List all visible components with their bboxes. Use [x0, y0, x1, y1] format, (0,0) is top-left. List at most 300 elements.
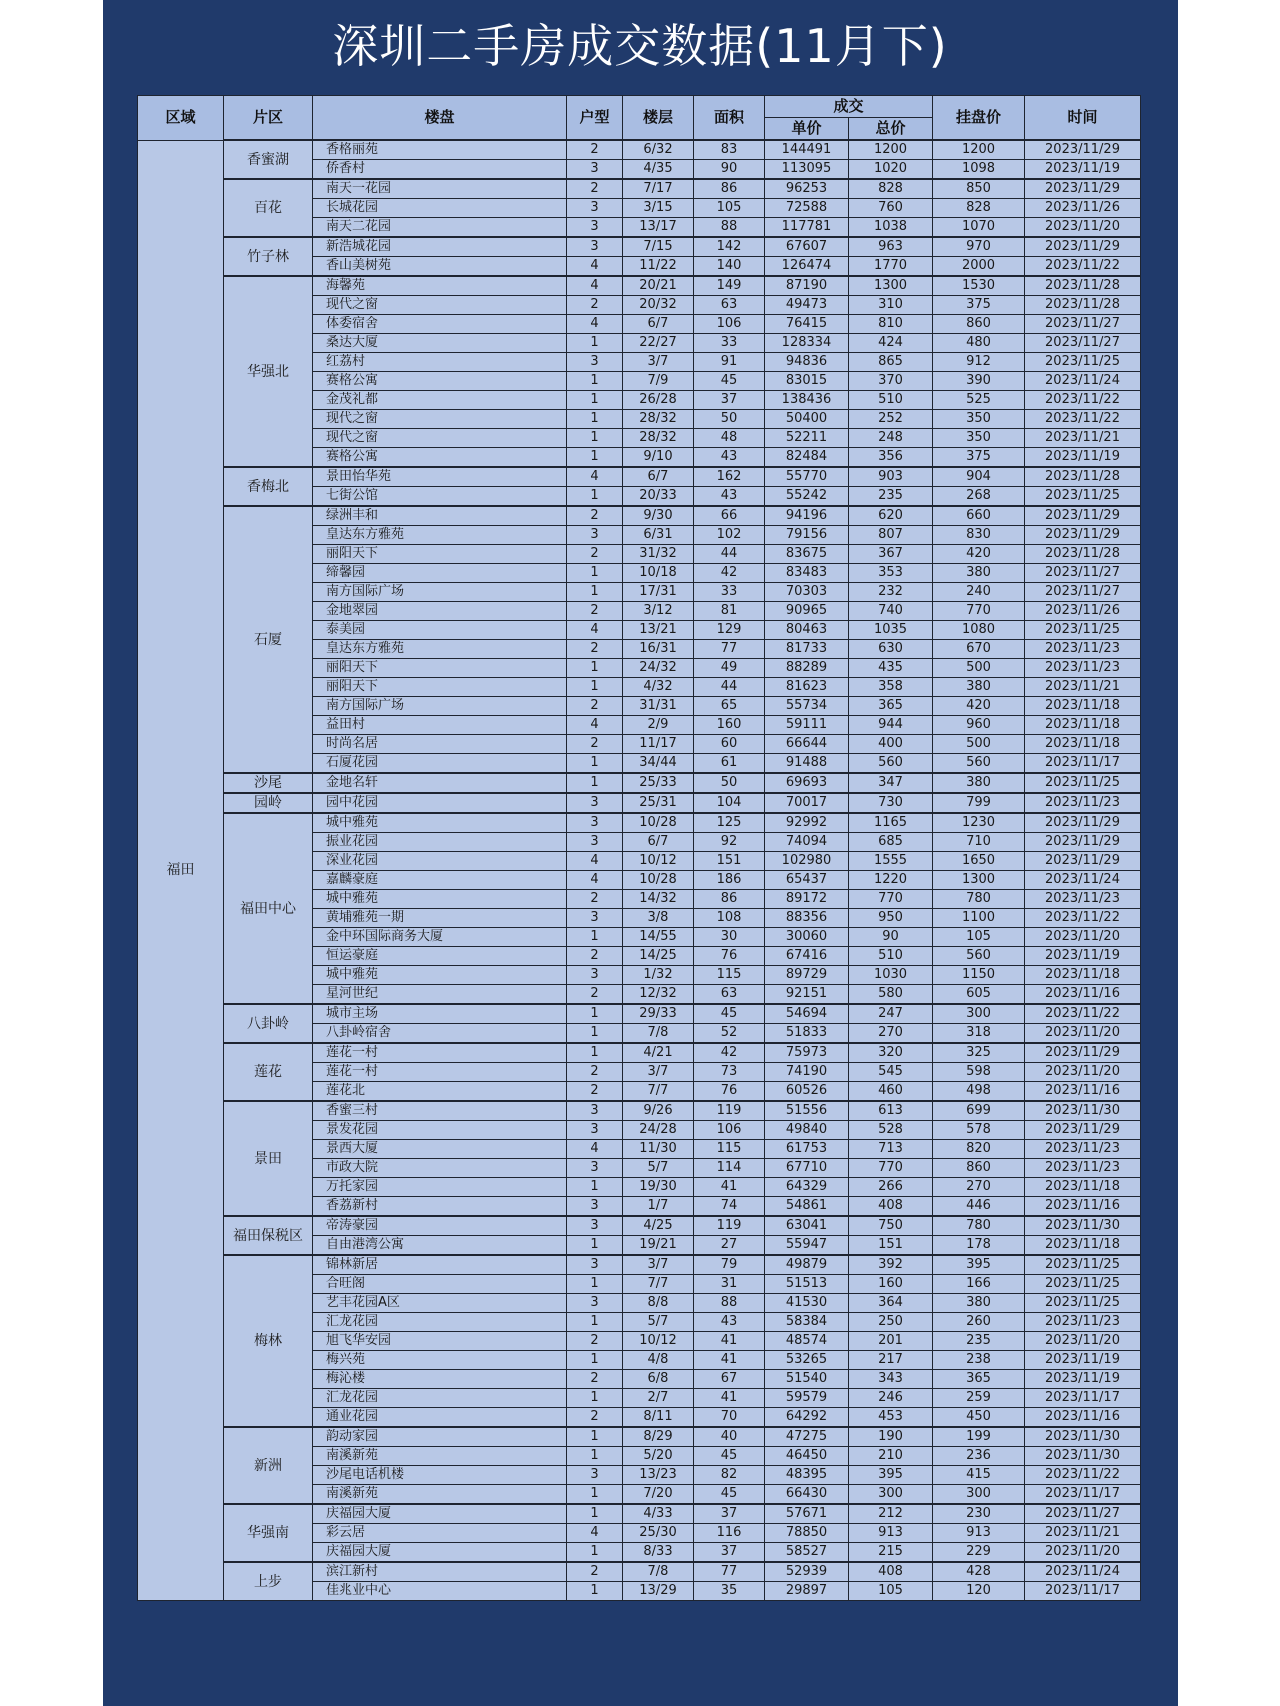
time-cell: 2023/11/30 [1025, 1216, 1141, 1236]
unit-price-cell: 144491 [765, 140, 849, 160]
list-price-cell: 380 [933, 678, 1025, 697]
layout-cell: 4 [567, 852, 623, 871]
unit-price-cell: 54694 [765, 1004, 849, 1024]
time-cell: 2023/11/28 [1025, 296, 1141, 315]
header-deal: 成交 [765, 96, 933, 118]
total-price-cell: 950 [849, 909, 933, 928]
estate-cell: 赛格公寓 [313, 372, 567, 391]
layout-cell: 4 [567, 1140, 623, 1159]
unit-price-cell: 51556 [765, 1101, 849, 1121]
layout-cell: 1 [567, 1504, 623, 1524]
unit-price-cell: 117781 [765, 218, 849, 238]
unit-price-cell: 92151 [765, 985, 849, 1005]
time-cell: 2023/11/30 [1025, 1101, 1141, 1121]
total-price-cell: 343 [849, 1370, 933, 1389]
estate-cell: 嘉麟豪庭 [313, 871, 567, 890]
size-cell: 73 [694, 1063, 765, 1082]
floor-cell: 10/12 [623, 1332, 694, 1351]
total-price-cell: 247 [849, 1004, 933, 1024]
total-price-cell: 1555 [849, 852, 933, 871]
layout-cell: 4 [567, 871, 623, 890]
area-cell: 香蜜湖 [224, 140, 313, 179]
time-cell: 2023/11/20 [1025, 928, 1141, 947]
total-price-cell: 1030 [849, 966, 933, 985]
size-cell: 43 [694, 448, 765, 468]
layout-cell: 1 [567, 1543, 623, 1563]
layout-cell: 3 [567, 160, 623, 180]
estate-cell: 红荔村 [313, 353, 567, 372]
list-price-cell: 235 [933, 1332, 1025, 1351]
size-cell: 37 [694, 1504, 765, 1524]
estate-cell: 庆福园大厦 [313, 1504, 567, 1524]
estate-cell: 七街公馆 [313, 487, 567, 507]
unit-price-cell: 60526 [765, 1082, 849, 1102]
total-price-cell: 212 [849, 1504, 933, 1524]
estate-cell: 城中雅苑 [313, 966, 567, 985]
estate-cell: 香格丽苑 [313, 140, 567, 160]
transaction-table [137, 95, 1141, 1601]
list-price-cell: 270 [933, 1178, 1025, 1197]
unit-price-cell: 72588 [765, 199, 849, 218]
total-price-cell: 865 [849, 353, 933, 372]
floor-cell: 8/8 [623, 1294, 694, 1313]
floor-cell: 1/32 [623, 966, 694, 985]
estate-cell: 南方国际广场 [313, 697, 567, 716]
area-cell: 新洲 [224, 1427, 313, 1504]
layout-cell: 1 [567, 1389, 623, 1408]
floor-cell: 7/9 [623, 372, 694, 391]
estate-cell: 金茂礼都 [313, 391, 567, 410]
unit-price-cell: 92992 [765, 813, 849, 833]
size-cell: 40 [694, 1427, 765, 1447]
unit-price-cell: 66644 [765, 735, 849, 754]
size-cell: 52 [694, 1024, 765, 1044]
list-price-cell: 1530 [933, 276, 1025, 296]
list-price-cell: 375 [933, 296, 1025, 315]
size-cell: 48 [694, 429, 765, 448]
estate-cell: 海馨苑 [313, 276, 567, 296]
size-cell: 82 [694, 1466, 765, 1485]
layout-cell: 3 [567, 1294, 623, 1313]
size-cell: 91 [694, 353, 765, 372]
size-cell: 63 [694, 985, 765, 1005]
layout-cell: 3 [567, 833, 623, 852]
layout-cell: 3 [567, 1159, 623, 1178]
time-cell: 2023/11/16 [1025, 1408, 1141, 1428]
total-price-cell: 408 [849, 1197, 933, 1217]
total-price-cell: 460 [849, 1082, 933, 1102]
estate-cell: 沙尾电话机楼 [313, 1466, 567, 1485]
size-cell: 92 [694, 833, 765, 852]
size-cell: 119 [694, 1101, 765, 1121]
total-price-cell: 1220 [849, 871, 933, 890]
size-cell: 77 [694, 1562, 765, 1582]
floor-cell: 19/30 [623, 1178, 694, 1197]
time-cell: 2023/11/22 [1025, 909, 1141, 928]
floor-cell: 7/8 [623, 1562, 694, 1582]
layout-cell: 3 [567, 793, 623, 813]
total-price-cell: 356 [849, 448, 933, 468]
floor-cell: 10/18 [623, 564, 694, 583]
size-cell: 106 [694, 315, 765, 334]
layout-cell: 1 [567, 564, 623, 583]
total-price-cell: 246 [849, 1389, 933, 1408]
floor-cell: 4/8 [623, 1351, 694, 1370]
size-cell: 45 [694, 372, 765, 391]
list-price-cell: 1080 [933, 621, 1025, 640]
time-cell: 2023/11/20 [1025, 1332, 1141, 1351]
unit-price-cell: 128334 [765, 334, 849, 353]
table-row [138, 276, 1141, 296]
size-cell: 31 [694, 1275, 765, 1294]
total-price-cell: 750 [849, 1216, 933, 1236]
time-cell: 2023/11/23 [1025, 640, 1141, 659]
estate-cell: 莲花一村 [313, 1043, 567, 1063]
list-price-cell: 1150 [933, 966, 1025, 985]
layout-cell: 2 [567, 296, 623, 315]
floor-cell: 19/21 [623, 1236, 694, 1256]
floor-cell: 25/33 [623, 773, 694, 793]
total-price-cell: 528 [849, 1121, 933, 1140]
layout-cell: 1 [567, 487, 623, 507]
size-cell: 67 [694, 1370, 765, 1389]
table-row [138, 1504, 1141, 1524]
floor-cell: 6/7 [623, 833, 694, 852]
estate-cell: 长城花园 [313, 199, 567, 218]
list-price-cell: 375 [933, 448, 1025, 468]
unit-price-cell: 113095 [765, 160, 849, 180]
time-cell: 2023/11/19 [1025, 947, 1141, 966]
layout-cell: 2 [567, 697, 623, 716]
list-price-cell: 105 [933, 928, 1025, 947]
floor-cell: 20/21 [623, 276, 694, 296]
list-price-cell: 1098 [933, 160, 1025, 180]
total-price-cell: 365 [849, 697, 933, 716]
time-cell: 2023/11/29 [1025, 526, 1141, 545]
time-cell: 2023/11/28 [1025, 545, 1141, 564]
layout-cell: 1 [567, 928, 623, 947]
total-price-cell: 1020 [849, 160, 933, 180]
floor-cell: 7/7 [623, 1275, 694, 1294]
time-cell: 2023/11/28 [1025, 276, 1141, 296]
table-header [138, 96, 1141, 141]
estate-cell: 南方国际广场 [313, 583, 567, 602]
unit-price-cell: 90965 [765, 602, 849, 621]
total-price-cell: 370 [849, 372, 933, 391]
unit-price-cell: 49840 [765, 1121, 849, 1140]
list-price-cell: 420 [933, 697, 1025, 716]
total-price-cell: 828 [849, 179, 933, 199]
size-cell: 108 [694, 909, 765, 928]
floor-cell: 14/55 [623, 928, 694, 947]
estate-cell: 星河世纪 [313, 985, 567, 1005]
estate-cell: 梅沁楼 [313, 1370, 567, 1389]
estate-cell: 南溪新苑 [313, 1485, 567, 1505]
unit-price-cell: 66430 [765, 1485, 849, 1505]
layout-cell: 4 [567, 276, 623, 296]
table-row [138, 1427, 1141, 1447]
total-price-cell: 963 [849, 237, 933, 257]
unit-price-cell: 81733 [765, 640, 849, 659]
unit-price-cell: 48395 [765, 1466, 849, 1485]
unit-price-cell: 57671 [765, 1504, 849, 1524]
area-cell: 香梅北 [224, 467, 313, 506]
total-price-cell: 300 [849, 1485, 933, 1505]
layout-cell: 3 [567, 1255, 623, 1275]
list-price-cell: 860 [933, 315, 1025, 334]
unit-price-cell: 67710 [765, 1159, 849, 1178]
total-price-cell: 760 [849, 199, 933, 218]
area-cell: 上步 [224, 1562, 313, 1601]
floor-cell: 4/32 [623, 678, 694, 697]
size-cell: 50 [694, 773, 765, 793]
time-cell: 2023/11/23 [1025, 1140, 1141, 1159]
total-price-cell: 807 [849, 526, 933, 545]
unit-price-cell: 58384 [765, 1313, 849, 1332]
layout-cell: 1 [567, 1178, 623, 1197]
table-row [138, 1255, 1141, 1275]
floor-cell: 8/33 [623, 1543, 694, 1563]
layout-cell: 3 [567, 909, 623, 928]
list-price-cell: 960 [933, 716, 1025, 735]
total-price-cell: 1038 [849, 218, 933, 238]
layout-cell: 1 [567, 773, 623, 793]
table-row [138, 1043, 1141, 1063]
list-price-cell: 710 [933, 833, 1025, 852]
floor-cell: 7/17 [623, 179, 694, 199]
header-size: 面积 [694, 96, 765, 141]
floor-cell: 10/28 [623, 813, 694, 833]
estate-cell: 金地名轩 [313, 773, 567, 793]
layout-cell: 1 [567, 391, 623, 410]
table-row [138, 237, 1141, 257]
size-cell: 50 [694, 410, 765, 429]
list-price-cell: 598 [933, 1063, 1025, 1082]
list-price-cell: 390 [933, 372, 1025, 391]
size-cell: 65 [694, 697, 765, 716]
unit-price-cell: 81623 [765, 678, 849, 697]
estate-cell: 旭飞华安园 [313, 1332, 567, 1351]
list-price-cell: 1300 [933, 871, 1025, 890]
estate-cell: 市政大院 [313, 1159, 567, 1178]
size-cell: 35 [694, 1582, 765, 1601]
list-price-cell: 560 [933, 754, 1025, 774]
time-cell: 2023/11/25 [1025, 1255, 1141, 1275]
size-cell: 86 [694, 179, 765, 199]
estate-cell: 城市主场 [313, 1004, 567, 1024]
time-cell: 2023/11/20 [1025, 1024, 1141, 1044]
unit-price-cell: 67416 [765, 947, 849, 966]
time-cell: 2023/11/17 [1025, 754, 1141, 774]
total-price-cell: 364 [849, 1294, 933, 1313]
header-unit-price: 单价 [765, 118, 849, 141]
time-cell: 2023/11/23 [1025, 890, 1141, 909]
floor-cell: 5/20 [623, 1447, 694, 1466]
estate-cell: 赛格公寓 [313, 448, 567, 468]
time-cell: 2023/11/16 [1025, 1082, 1141, 1102]
table-row [138, 1216, 1141, 1236]
time-cell: 2023/11/18 [1025, 1236, 1141, 1256]
time-cell: 2023/11/16 [1025, 985, 1141, 1005]
unit-price-cell: 83015 [765, 372, 849, 391]
layout-cell: 2 [567, 1562, 623, 1582]
page-title: 深圳二手房成交数据(11月下) [332, 19, 948, 73]
floor-cell: 24/28 [623, 1121, 694, 1140]
size-cell: 104 [694, 793, 765, 813]
size-cell: 142 [694, 237, 765, 257]
total-price-cell: 151 [849, 1236, 933, 1256]
estate-cell: 佳兆业中心 [313, 1582, 567, 1601]
time-cell: 2023/11/18 [1025, 966, 1141, 985]
floor-cell: 4/21 [623, 1043, 694, 1063]
size-cell: 44 [694, 678, 765, 697]
total-price-cell: 250 [849, 1313, 933, 1332]
time-cell: 2023/11/29 [1025, 1043, 1141, 1063]
estate-cell: 恒运豪庭 [313, 947, 567, 966]
unit-price-cell: 67607 [765, 237, 849, 257]
unit-price-cell: 75973 [765, 1043, 849, 1063]
layout-cell: 1 [567, 1043, 623, 1063]
total-price-cell: 400 [849, 735, 933, 754]
layout-cell: 1 [567, 448, 623, 468]
list-price-cell: 480 [933, 334, 1025, 353]
time-cell: 2023/11/25 [1025, 1294, 1141, 1313]
size-cell: 33 [694, 334, 765, 353]
unit-price-cell: 79156 [765, 526, 849, 545]
estate-cell: 汇龙花园 [313, 1313, 567, 1332]
time-cell: 2023/11/19 [1025, 448, 1141, 468]
estate-cell: 丽阳天下 [313, 678, 567, 697]
list-price-cell: 259 [933, 1389, 1025, 1408]
unit-price-cell: 59111 [765, 716, 849, 735]
size-cell: 149 [694, 276, 765, 296]
unit-price-cell: 91488 [765, 754, 849, 774]
area-cell: 福田中心 [224, 813, 313, 1004]
size-cell: 90 [694, 160, 765, 180]
total-price-cell: 252 [849, 410, 933, 429]
unit-price-cell: 59579 [765, 1389, 849, 1408]
layout-cell: 2 [567, 1408, 623, 1428]
unit-price-cell: 30060 [765, 928, 849, 947]
size-cell: 49 [694, 659, 765, 678]
time-cell: 2023/11/27 [1025, 334, 1141, 353]
layout-cell: 3 [567, 218, 623, 238]
total-price-cell: 1300 [849, 276, 933, 296]
list-price-cell: 229 [933, 1543, 1025, 1563]
table-row [138, 1101, 1141, 1121]
size-cell: 42 [694, 1043, 765, 1063]
floor-cell: 31/31 [623, 697, 694, 716]
size-cell: 43 [694, 1313, 765, 1332]
total-price-cell: 510 [849, 391, 933, 410]
floor-cell: 9/26 [623, 1101, 694, 1121]
list-price-cell: 670 [933, 640, 1025, 659]
size-cell: 115 [694, 1140, 765, 1159]
floor-cell: 5/7 [623, 1313, 694, 1332]
size-cell: 41 [694, 1389, 765, 1408]
list-price-cell: 525 [933, 391, 1025, 410]
layout-cell: 3 [567, 353, 623, 372]
size-cell: 27 [694, 1236, 765, 1256]
estate-cell: 绿洲丰和 [313, 506, 567, 526]
time-cell: 2023/11/22 [1025, 1466, 1141, 1485]
total-price-cell: 232 [849, 583, 933, 602]
total-price-cell: 408 [849, 1562, 933, 1582]
size-cell: 105 [694, 199, 765, 218]
floor-cell: 28/32 [623, 410, 694, 429]
total-price-cell: 235 [849, 487, 933, 507]
area-cell: 华强北 [224, 276, 313, 467]
time-cell: 2023/11/25 [1025, 621, 1141, 640]
unit-price-cell: 87190 [765, 276, 849, 296]
time-cell: 2023/11/22 [1025, 1004, 1141, 1024]
estate-cell: 时尚名居 [313, 735, 567, 754]
floor-cell: 16/31 [623, 640, 694, 659]
time-cell: 2023/11/23 [1025, 793, 1141, 813]
size-cell: 33 [694, 583, 765, 602]
list-price-cell: 578 [933, 1121, 1025, 1140]
floor-cell: 11/22 [623, 257, 694, 277]
list-price-cell: 230 [933, 1504, 1025, 1524]
list-price-cell: 770 [933, 602, 1025, 621]
size-cell: 186 [694, 871, 765, 890]
time-cell: 2023/11/25 [1025, 353, 1141, 372]
layout-cell: 2 [567, 640, 623, 659]
unit-price-cell: 80463 [765, 621, 849, 640]
time-cell: 2023/11/23 [1025, 659, 1141, 678]
table-row [138, 793, 1141, 813]
size-cell: 37 [694, 1543, 765, 1563]
estate-cell: 丽阳天下 [313, 659, 567, 678]
list-price-cell: 380 [933, 1294, 1025, 1313]
time-cell: 2023/11/25 [1025, 773, 1141, 793]
area-cell: 八卦岭 [224, 1004, 313, 1043]
area-cell: 华强南 [224, 1504, 313, 1562]
time-cell: 2023/11/21 [1025, 429, 1141, 448]
layout-cell: 2 [567, 506, 623, 526]
unit-price-cell: 53265 [765, 1351, 849, 1370]
area-cell: 梅林 [224, 1255, 313, 1427]
estate-cell: 新浩城花园 [313, 237, 567, 257]
list-price-cell: 350 [933, 410, 1025, 429]
layout-cell: 1 [567, 659, 623, 678]
list-price-cell: 913 [933, 1524, 1025, 1543]
floor-cell: 3/7 [623, 353, 694, 372]
unit-price-cell: 94836 [765, 353, 849, 372]
list-price-cell: 1200 [933, 140, 1025, 160]
time-cell: 2023/11/29 [1025, 833, 1141, 852]
list-price-cell: 2000 [933, 257, 1025, 277]
time-cell: 2023/11/18 [1025, 1178, 1141, 1197]
time-cell: 2023/11/25 [1025, 487, 1141, 507]
size-cell: 115 [694, 966, 765, 985]
floor-cell: 7/8 [623, 1024, 694, 1044]
estate-cell: 深业花园 [313, 852, 567, 871]
size-cell: 45 [694, 1447, 765, 1466]
estate-cell: 黄埔雅苑一期 [313, 909, 567, 928]
list-price-cell: 395 [933, 1255, 1025, 1275]
estate-cell: 现代之窗 [313, 410, 567, 429]
floor-cell: 3/7 [623, 1063, 694, 1082]
total-price-cell: 310 [849, 296, 933, 315]
total-price-cell: 270 [849, 1024, 933, 1044]
time-cell: 2023/11/29 [1025, 237, 1141, 257]
unit-price-cell: 63041 [765, 1216, 849, 1236]
layout-cell: 3 [567, 1121, 623, 1140]
list-price-cell: 498 [933, 1082, 1025, 1102]
unit-price-cell: 88356 [765, 909, 849, 928]
floor-cell: 17/31 [623, 583, 694, 602]
